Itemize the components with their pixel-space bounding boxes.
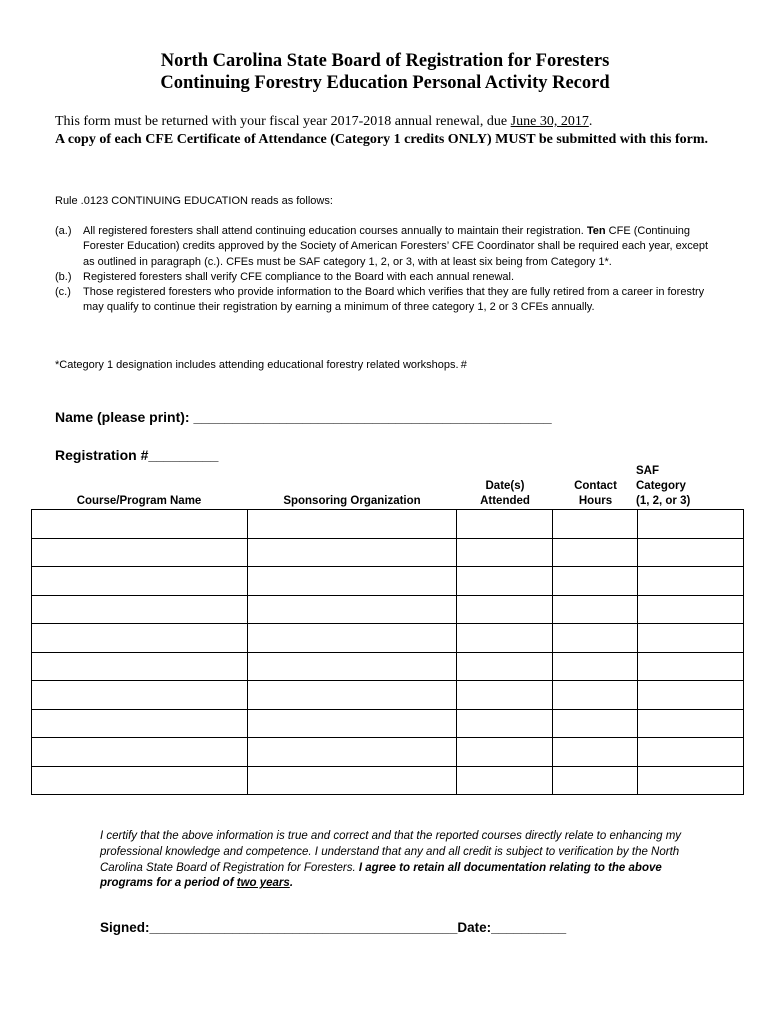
title-line-1: North Carolina State Board of Registration for Foresters xyxy=(160,51,610,71)
category-cell[interactable] xyxy=(638,738,744,767)
certificate-requirement: A copy of each CFE Certificate of Attendance (Category 1 credits ONLY) MUST be submitted with this form. xyxy=(55,132,708,147)
hours-cell[interactable] xyxy=(553,766,638,795)
rule-text: Those registered foresters who provide information to the Board which verifies that they are fully retired from a career in forestry may qualify to continue their registration by earning a minimum of three category 1, 2 or 3 CFEs annually. xyxy=(83,286,705,314)
table-row xyxy=(32,652,744,681)
table-row xyxy=(32,595,744,624)
name-field[interactable]: Name (please print): ______________________________________________ xyxy=(55,409,552,425)
date-field[interactable]: Date:__________ xyxy=(457,920,567,935)
course-cell[interactable] xyxy=(32,738,248,767)
intro-period: . xyxy=(588,114,593,129)
retention-statement: I agree to retain all documentation relating to the above programs for a period of xyxy=(100,861,662,890)
dates-cell[interactable] xyxy=(457,595,553,624)
rule-marker: (b.) xyxy=(55,270,72,283)
organization-cell[interactable] xyxy=(247,538,457,567)
category-cell[interactable] xyxy=(638,766,744,795)
category-cell[interactable] xyxy=(638,595,744,624)
hours-cell[interactable] xyxy=(553,709,638,738)
intro-paragraph xyxy=(55,113,735,149)
activity-table xyxy=(31,509,744,795)
title-line-2: Continuing Forestry Education Personal Activity Record xyxy=(160,73,610,93)
organization-cell[interactable] xyxy=(247,652,457,681)
table-row xyxy=(32,709,744,738)
header-line: Hours xyxy=(578,495,613,507)
hours-cell[interactable] xyxy=(553,681,638,710)
header-line: Attended xyxy=(480,495,530,507)
dates-cell[interactable] xyxy=(457,538,553,567)
rule-marker: (c.) xyxy=(55,286,71,299)
category-cell[interactable] xyxy=(638,681,744,710)
table-row xyxy=(32,681,744,710)
organization-cell[interactable] xyxy=(247,510,457,539)
hours-cell[interactable] xyxy=(553,595,638,624)
organization-cell[interactable] xyxy=(247,766,457,795)
organization-cell[interactable] xyxy=(247,595,457,624)
organization-cell[interactable] xyxy=(247,681,457,710)
column-header-organization xyxy=(247,494,457,509)
certification-statement xyxy=(100,829,685,892)
course-cell[interactable] xyxy=(32,709,248,738)
organization-cell[interactable] xyxy=(247,624,457,653)
hours-cell[interactable] xyxy=(553,652,638,681)
rule-heading: Rule .0123 CONTINUING EDUCATION reads as follows: xyxy=(55,195,333,207)
rule-text-part: CFE (Continuing Forester Education) credits approved by the Society of American Foresters’ CFE Coordinator shall be required each year, except as outlined in paragraph (c.). CFEs must be SAF category 1, 2, or 3, with at least six being from Category 1*. xyxy=(83,225,709,268)
course-cell[interactable] xyxy=(32,510,248,539)
dates-cell[interactable] xyxy=(457,738,553,767)
header-line: Date(s) xyxy=(485,480,525,492)
category-cell[interactable] xyxy=(638,538,744,567)
rule-item-c xyxy=(55,285,720,316)
rule-marker: (a.) xyxy=(55,225,72,237)
table-row xyxy=(32,766,744,795)
header-line: Category xyxy=(636,480,686,492)
header-line: Sponsoring Organization xyxy=(283,495,421,507)
header-line: (1, 2, or 3) xyxy=(636,495,691,507)
dates-cell[interactable] xyxy=(457,681,553,710)
form-title xyxy=(0,50,770,94)
course-cell[interactable] xyxy=(32,681,248,710)
category-cell[interactable] xyxy=(638,709,744,738)
category-note: *Category 1 designation includes attending educational forestry related workshops. # xyxy=(55,359,467,371)
dates-cell[interactable] xyxy=(457,766,553,795)
table-row xyxy=(32,624,744,653)
dates-cell[interactable] xyxy=(457,510,553,539)
course-cell[interactable] xyxy=(32,624,248,653)
category-cell[interactable] xyxy=(638,652,744,681)
dates-cell[interactable] xyxy=(457,709,553,738)
column-header-dates xyxy=(457,479,553,509)
category-cell[interactable] xyxy=(638,624,744,653)
dates-cell[interactable] xyxy=(457,567,553,596)
retention-period: two years xyxy=(236,877,290,890)
rule-text-part: All registered foresters shall attend continuing education courses annually to maintain their registration. xyxy=(83,225,587,237)
rule-text xyxy=(83,224,720,270)
course-cell[interactable] xyxy=(32,595,248,624)
certification-text: I certify that the above information is true and correct and that the reported courses directly relate to enhancing my professional knowledge and competence. I understand that any and all credit is subject to verification by the North Carolina State Board of Registration for Foresters. xyxy=(100,830,682,874)
registration-field[interactable]: Registration #_________ xyxy=(55,447,219,463)
rule-text: Registered foresters shall verify CFE compliance to the Board with each annual renewal. xyxy=(83,270,515,283)
column-header-hours xyxy=(553,479,638,509)
category-cell[interactable] xyxy=(638,510,744,539)
header-line: Course/Program Name xyxy=(76,495,202,507)
table-row xyxy=(32,538,744,567)
table-row xyxy=(32,738,744,767)
hours-cell[interactable] xyxy=(553,567,638,596)
signature-row xyxy=(100,920,566,935)
header-line: Contact xyxy=(574,480,617,492)
dates-cell[interactable] xyxy=(457,652,553,681)
hours-cell[interactable] xyxy=(553,510,638,539)
hours-cell[interactable] xyxy=(553,624,638,653)
column-header-saf-category xyxy=(636,464,714,509)
organization-cell[interactable] xyxy=(247,709,457,738)
rule-item-b xyxy=(55,270,720,285)
column-header-course xyxy=(31,494,247,509)
dates-cell[interactable] xyxy=(457,624,553,653)
course-cell[interactable] xyxy=(32,567,248,596)
table-row xyxy=(32,510,744,539)
table-row xyxy=(32,567,744,596)
rule-list xyxy=(55,224,720,316)
rule-item-a xyxy=(55,224,720,270)
hours-cell[interactable] xyxy=(553,538,638,567)
category-cell[interactable] xyxy=(638,567,744,596)
organization-cell[interactable] xyxy=(247,738,457,767)
signature-field[interactable]: Signed:_________________________________________ xyxy=(100,920,458,935)
rule-text-bold: Ten xyxy=(586,225,606,237)
organization-cell[interactable] xyxy=(247,567,457,596)
header-line: SAF xyxy=(636,465,659,477)
hours-cell[interactable] xyxy=(553,738,638,767)
intro-text: This form must be returned with your fiscal year 2017-2018 annual renewal, due xyxy=(55,114,511,129)
retention-period-end: . xyxy=(289,877,294,890)
due-date: June 30, 2017 xyxy=(510,114,589,129)
course-cell[interactable] xyxy=(32,652,248,681)
course-cell[interactable] xyxy=(32,766,248,795)
course-cell[interactable] xyxy=(32,538,248,567)
